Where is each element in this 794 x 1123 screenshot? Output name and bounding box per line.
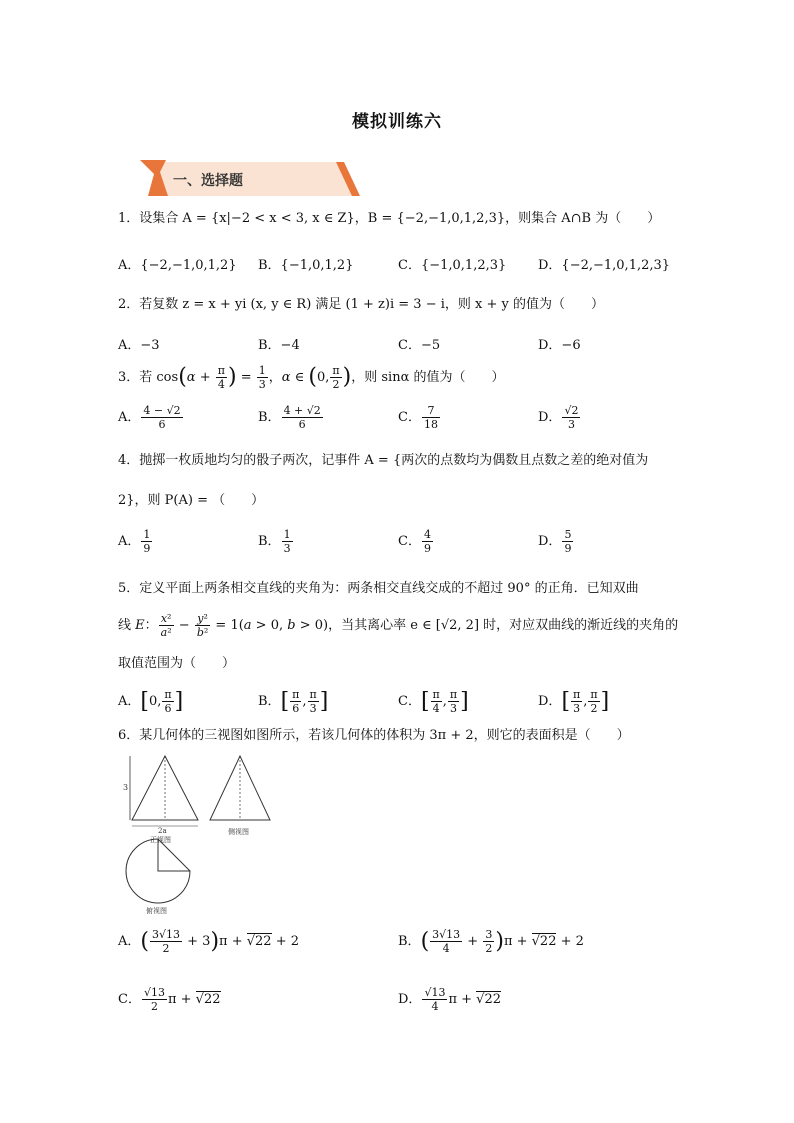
q3-option-a: A． $\frac{4 - √2}{6}$	[118, 404, 181, 431]
side-view-label: 侧视图	[228, 828, 249, 836]
q5-option-b: B．[ $\frac{\pi}{6}$ , $\frac{\pi}{3}$ ]	[258, 688, 329, 715]
front-view-label: 正视图	[150, 836, 171, 844]
q6-option-d: D． $\frac{√13}{4}$ π + √22	[398, 986, 501, 1013]
question-4-stem-line1: 4．抛掷一枚质地均匀的骰子两次，记事件 A = {两次的点数均为偶数且点数之差的绝对值为	[118, 453, 649, 468]
section-banner	[140, 160, 360, 198]
q5-option-d: D．[ $\frac{\pi}{3}$ , $\frac{\pi}{2}$ ]	[538, 688, 610, 715]
q6-option-a: A．( $\frac{3√13}{2}$ + 3)π + √22 + 2	[118, 928, 299, 955]
q5-option-a: A．[0, $\frac{\pi}{6}$ ]	[118, 688, 184, 715]
question-5-stem-line2: 线 E： $\frac{\text{x²}}{\text{a²}}$ − $\frac{\text{y²}}{\text{b²}}$ = 1(a > 0, b > 0)，当其离心率 e ∈ [√2, 2] 时，对应双曲线的渐近线的夹角的	[118, 612, 679, 639]
question-5-stem-line3: 取值范围为（ ）	[118, 656, 236, 671]
question-1-stem: 1．设集合 A = {x|−2 < x < 3, x ∈ Z}，B = {−2,−1,0,1,2,3}，则集合 A∩B 为（ ）	[118, 211, 661, 226]
page-title: 模拟训练六	[352, 112, 442, 132]
section-title: 一、选择题	[173, 173, 243, 189]
question-3-stem: 3．若 cos(α + $\frac{\pi}{4}$ ) = $\frac{1}{3}$ ，α ∈ (0, $\frac{\pi}{2}$ )，则 sinα 的值为（ ）	[118, 364, 505, 391]
q1-option-c: C．{−1,0,1,2,3}	[398, 258, 507, 273]
q6-option-c: C． $\frac{√13}{2}$ π + √22	[118, 986, 221, 1013]
q2-option-d: D．−6	[538, 338, 581, 353]
q4-option-b: B． $\frac{1}{3}$	[258, 528, 291, 555]
q1-option-a: A．{−2,−1,0,1,2}	[118, 258, 237, 273]
q3-option-d: D． $\frac{√2}{3}$	[538, 404, 579, 431]
question-2-stem: 2．若复数 z = x + yi (x, y ∈ R) 满足 (1 + z)i = 3 − i，则 x + y 的值为（ ）	[118, 297, 604, 312]
q3-option-b: B． $\frac{4 + √2}{6}$	[258, 404, 321, 431]
three-view-drawing	[120, 750, 280, 920]
question-6-stem: 6．某几何体的三视图如图所示，若该几何体的体积为 3π + 2，则它的表面积是（ ）	[118, 728, 630, 743]
dim-height-label: 3	[123, 783, 129, 792]
q2-option-b: B．−4	[258, 338, 300, 353]
q2-option-c: C．−5	[398, 338, 441, 353]
q1-option-b: B．{−1,0,1,2}	[258, 258, 354, 273]
q2-option-a: A．−3	[118, 338, 160, 353]
top-view-label: 俯视图	[146, 907, 167, 915]
q4-option-d: D． $\frac{5}{9}$	[538, 528, 572, 555]
q6-option-b: B．( $\frac{3√13}{4}$ + $\frac{3}{2}$ )π + √22 + 2	[398, 928, 584, 955]
q1-option-d: D．{−2,−1,0,1,2,3}	[538, 258, 671, 273]
q4-option-c: C． $\frac{4}{9}$	[398, 528, 431, 555]
question-4-stem-line2: 2}，则 P(A) = （ ）	[118, 493, 265, 508]
q4-option-a: A． $\frac{1}{9}$	[118, 528, 151, 555]
question-5-stem-line1: 5．定义平面上两条相交直线的夹角为：两条相交直线交成的不超过 90° 的正角．已知双曲	[118, 581, 639, 596]
q5-option-c: C．[ $\frac{\pi}{4}$ , $\frac{\pi}{3}$ ]	[398, 688, 469, 715]
dim-width-label: 2a	[158, 827, 167, 835]
q3-option-c: C． $\frac{7}{18}$	[398, 404, 438, 431]
three-view-figure	[120, 750, 280, 920]
